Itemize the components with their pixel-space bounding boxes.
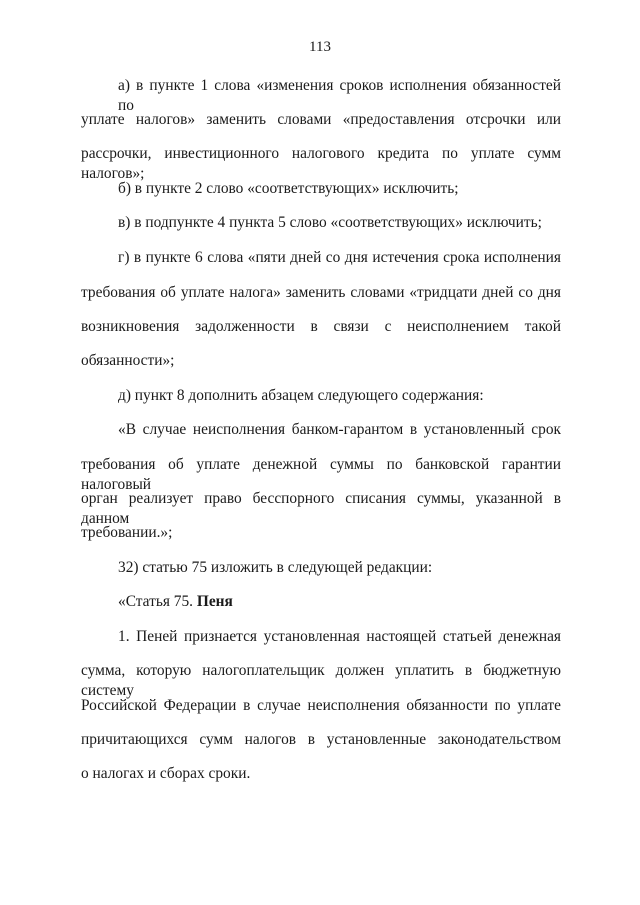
text-line: требовании.»;	[81, 524, 173, 541]
article-title: Пеня	[196, 593, 233, 610]
text-line: 32) статью 75 изложить в следующей редакции:	[118, 559, 433, 576]
text-line: требования об уплате налога» заменить словами «тридцати дней со дня	[81, 284, 561, 301]
text-line: б) в пункте 2 слово «соответствующих» исключить;	[118, 180, 459, 197]
text-line: требования об уплате денежной суммы по банковской гарантии налоговый	[81, 456, 561, 493]
text-line: г) в пункте 6 слова «пяти дней со дня истечения срока исполнения	[118, 249, 561, 266]
text-line: уплате налогов» заменить словами «предоставления отсрочки или	[81, 111, 561, 128]
text-line: а) в пункте 1 слова «изменения сроков исполнения обязанностей по	[118, 77, 561, 114]
page-number: 113	[309, 39, 331, 55]
text-line: орган реализует право бесспорного списания суммы, указанной в данном	[81, 490, 561, 527]
text-line: сумма, которую налогоплательщик должен уплатить в бюджетную систему	[81, 662, 561, 699]
text-line: обязанности»;	[81, 352, 175, 369]
text-line: возникновения задолженности в связи с неисполнением такой	[81, 318, 561, 335]
text-line: в) в подпункте 4 пункта 5 слово «соответствующих» исключить;	[118, 214, 542, 231]
text-line: д) пункт 8 дополнить абзацем следующего содержания:	[118, 387, 484, 404]
text-line: Российской Федерации в случае неисполнения обязанности по уплате	[81, 697, 561, 714]
article-heading	[118, 592, 561, 612]
article-number: «Статья 75.	[118, 593, 197, 610]
text-line: рассрочки, инвестиционного налогового кредита по уплате сумм налогов»;	[81, 145, 561, 182]
text-line: причитающихся сумм налогов в установленные законодательством	[81, 731, 561, 748]
text-line: «В случае неисполнения банком-гарантом в установленный срок	[118, 421, 561, 438]
text-line: 1. Пеней признается установленная настоящей статьей денежная	[118, 628, 561, 645]
text-line: о налогах и сборах сроки.	[81, 765, 251, 782]
